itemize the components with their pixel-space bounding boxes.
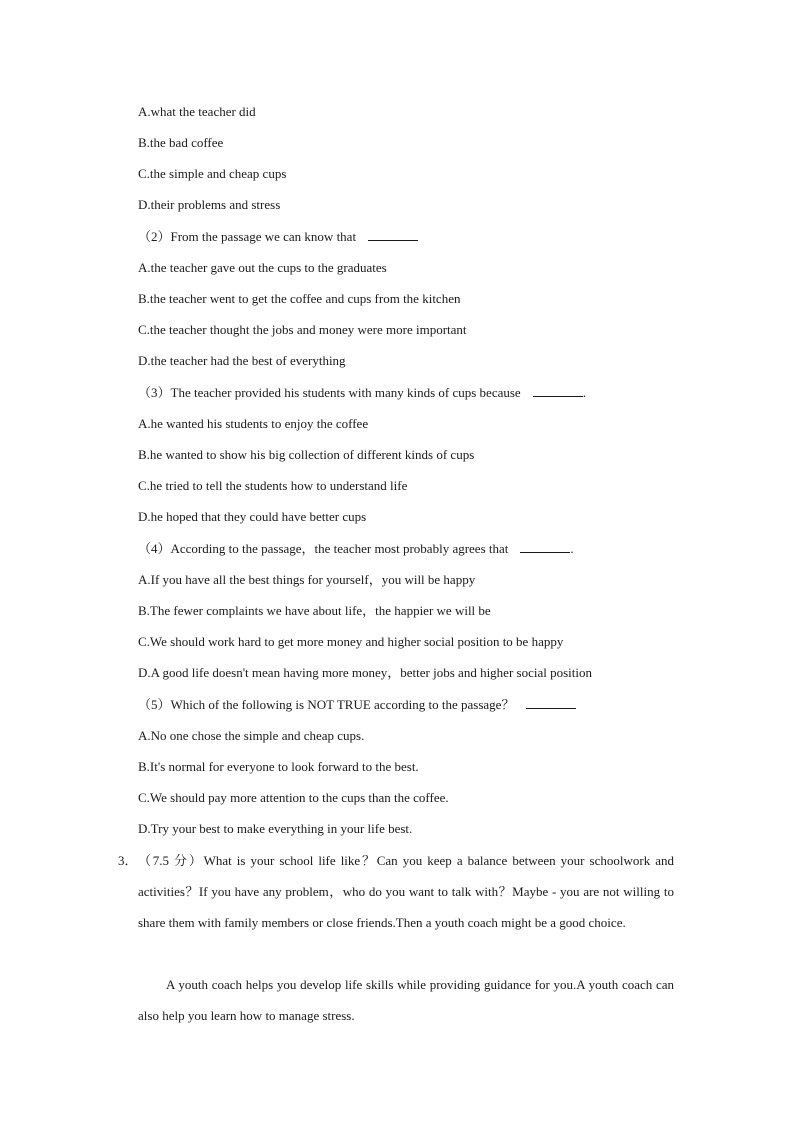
q5-option-b: B.It's normal for everyone to look forward to the best.	[138, 759, 419, 774]
q2-option-b: B.the teacher went to get the coffee and cups from the kitchen	[138, 291, 461, 306]
q4-stem: （4）According to the passage，the teacher most probably agrees that .	[138, 541, 574, 556]
q4-option-a: A.If you have all the best things for yourself，you will be happy	[138, 572, 476, 587]
q5-stem	[138, 697, 576, 713]
q5-option-a: A.No one chose the simple and cheap cups.	[138, 728, 365, 743]
q3-option-b: B.he wanted to show his big collection of different kinds of cups	[138, 447, 475, 462]
q3-answer-blank[interactable]	[533, 386, 583, 397]
q2-option-d: D.the teacher had the best of everything	[138, 353, 346, 368]
section-3-paragraph-2: A youth coach helps you develop life skills while providing guidance for you.A youth coach can also help you learn how to manage stress.	[138, 977, 674, 1023]
q1-option-a: A.what the teacher did	[138, 104, 256, 119]
section-3-paragraph-1: （7.5 分）What is your school life like？Can you keep a balance between your schoolwork and activities？If you have any problem，who do you want to talk with？Maybe - you are not willing to share them with family members or close friends.Then a youth coach might be a good choice.	[138, 853, 674, 930]
q2-answer-blank[interactable]	[368, 230, 418, 241]
q2-stem-text: （2）From the passage we can know that	[138, 229, 357, 244]
q5-option-d: D.Try your best to make everything in your life best.	[138, 821, 413, 836]
q1-option-d: D.their problems and stress	[138, 197, 281, 212]
q2-option-c: C.the teacher thought the jobs and money were more important	[138, 322, 467, 337]
section-3-number: 3．	[118, 853, 138, 868]
q4-answer-blank[interactable]	[520, 542, 570, 553]
q4-option-b: B.The fewer complaints we have about life，the happier we will be	[138, 603, 491, 618]
q2-stem	[138, 229, 418, 245]
q4-option-d: D.A good life doesn't mean having more money，better jobs and higher social position	[138, 665, 593, 680]
q5-stem-text: （5）Which of the following is NOT TRUE according to the passage？	[138, 697, 515, 712]
q3-stem: （3）The teacher provided his students with many kinds of cups because .	[138, 385, 586, 400]
q5-answer-blank[interactable]	[526, 698, 576, 709]
q3-stem-text: （3）The teacher provided his students with many kinds of cups because	[138, 385, 521, 400]
q3-option-d: D.he hoped that they could have better cups	[138, 509, 367, 524]
q5-option-c: C.We should pay more attention to the cups than the coffee.	[138, 790, 449, 805]
q1-option-c: C.the simple and cheap cups	[138, 166, 287, 181]
q4-stem-text: （4）According to the passage，the teacher most probably agrees that	[138, 541, 509, 556]
q3-option-c: C.he tried to tell the students how to understand life	[138, 478, 408, 493]
q4-option-c: C.We should work hard to get more money and higher social position to be happy	[138, 634, 564, 649]
q2-option-a: A.the teacher gave out the cups to the graduates	[138, 260, 387, 275]
q1-option-b: B.the bad coffee	[138, 135, 224, 150]
q3-option-a: A.he wanted his students to enjoy the coffee	[138, 416, 369, 431]
